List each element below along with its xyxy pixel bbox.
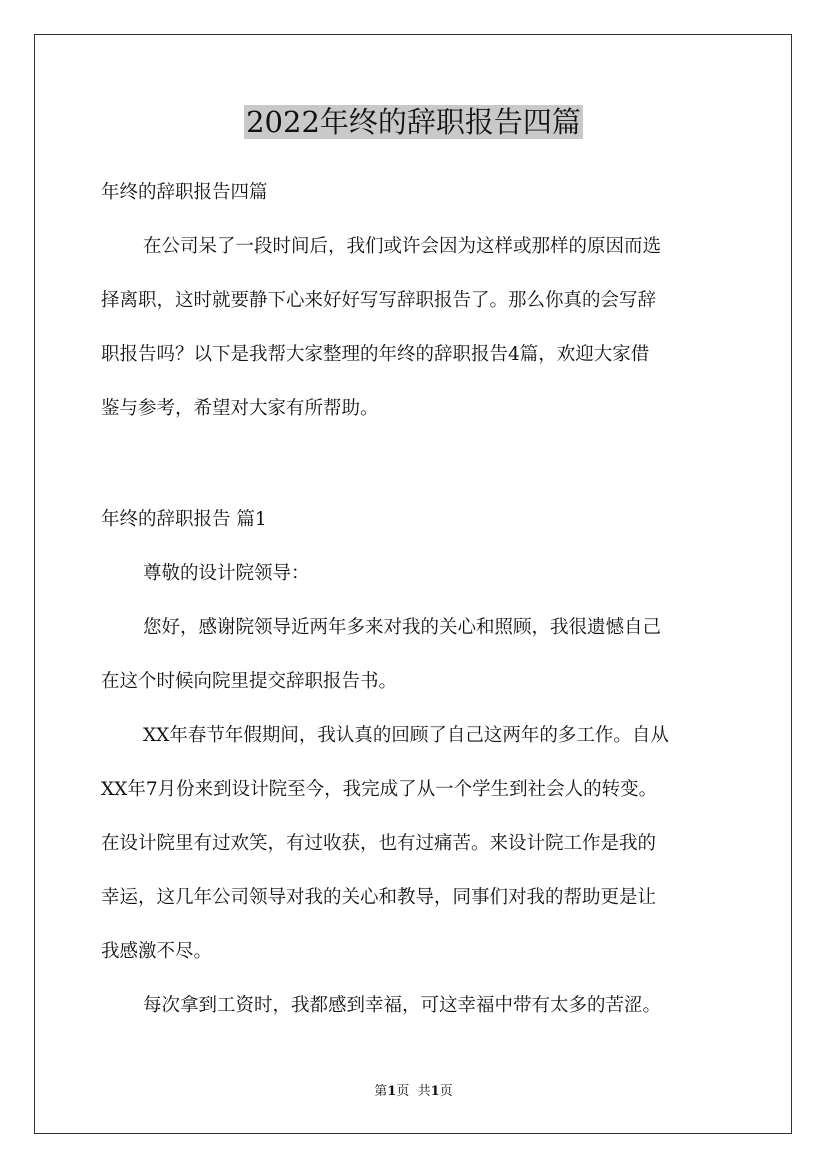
body-line: 我感激不尽。 xyxy=(101,941,213,962)
section-heading: 年终的辞职报告 篇1 xyxy=(101,509,267,530)
body-line: 幸运，这几年公司领导对我的关心和教导，同事们对我的帮助更是让 xyxy=(101,887,657,908)
body-line: 您好，感谢院领导近两年多来对我的关心和照顾，我很遗憾自己 xyxy=(143,617,662,638)
page-label-suffix: 页 xyxy=(396,1084,410,1099)
total-label-prefix: 共 xyxy=(417,1084,431,1099)
body-line: 在设计院里有过欢笑，有过收获，也有过痛苦。来设计院工作是我的 xyxy=(101,833,657,854)
page-footer xyxy=(0,1083,827,1101)
intro-line: 职报告吗？以下是我帮大家整理的年终的辞职报告4篇，欢迎大家借 xyxy=(101,344,650,365)
page-label-prefix: 第 xyxy=(374,1084,388,1099)
total-pages: 1 xyxy=(430,1084,440,1099)
page-number: 1 xyxy=(387,1084,397,1099)
document-title xyxy=(0,102,827,142)
document-subtitle: 年终的辞职报告四篇 xyxy=(101,182,268,203)
intro-line: 鉴与参考，希望对大家有所帮助。 xyxy=(101,398,379,419)
intro-line: 在公司呆了一段时间后，我们或许会因为这样或那样的原因而选 xyxy=(143,236,662,257)
salutation: 尊敬的设计院领导： xyxy=(143,563,310,584)
body-line: 在这个时候向院里提交辞职报告书。 xyxy=(101,671,398,692)
body-line: XX年春节年假期间，我认真的回顾了自己这两年的多工作。自从 xyxy=(143,725,669,746)
body-line: 每次拿到工资时，我都感到幸福，可这幸福中带有太多的苦涩。 xyxy=(143,995,662,1016)
intro-line: 择离职，这时就要静下心来好好写写辞职报告了。那么你真的会写辞 xyxy=(101,290,657,311)
total-label-suffix: 页 xyxy=(439,1084,453,1099)
document-title-text: 2022年终的辞职报告四篇 xyxy=(246,105,581,139)
body-line: XX年7月份来到设计院至今，我完成了从一个学生到社会人的转变。 xyxy=(101,779,658,800)
